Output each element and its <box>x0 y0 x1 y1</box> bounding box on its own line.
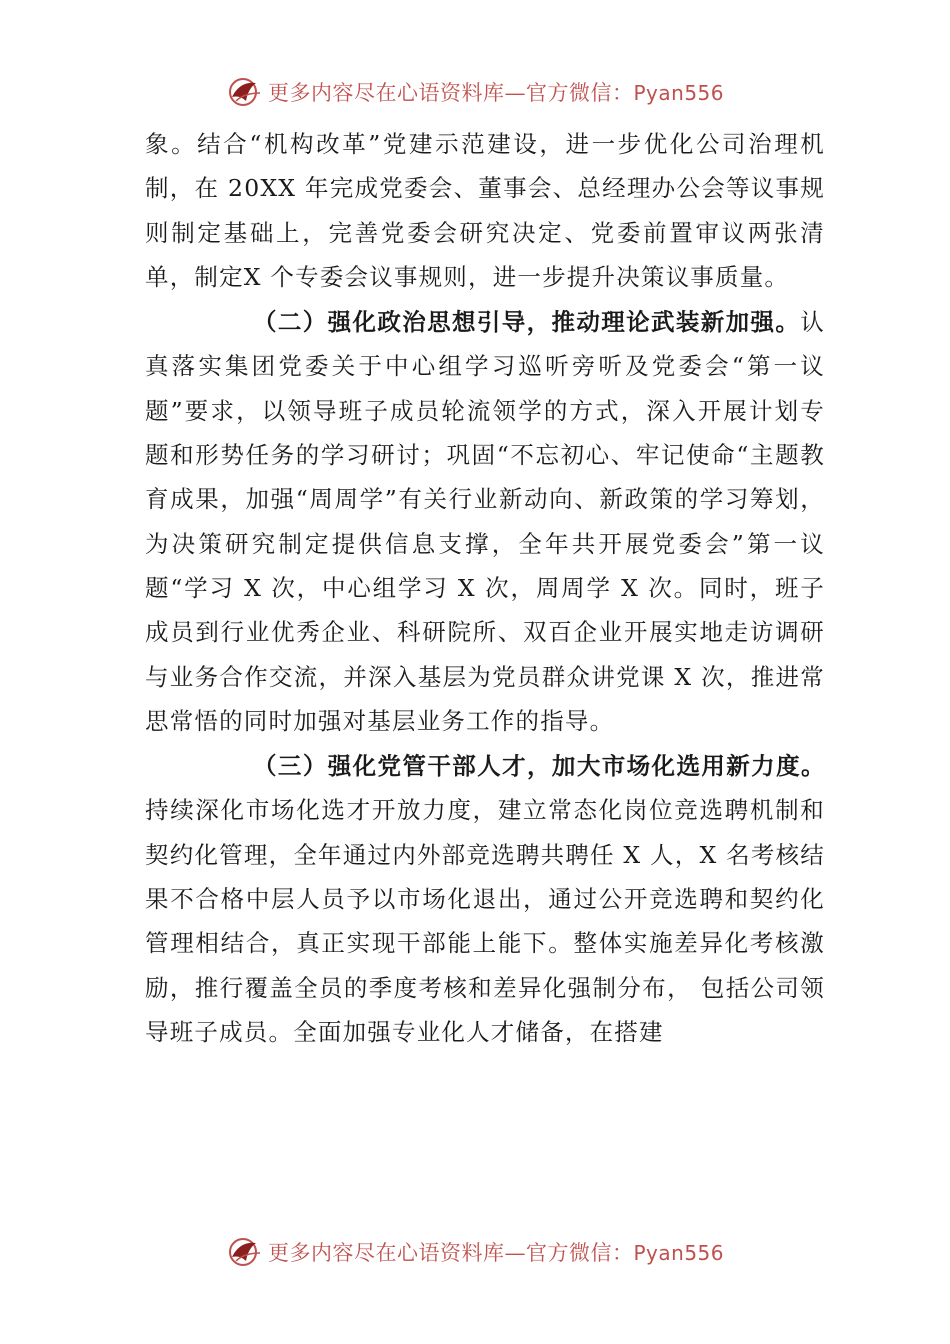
watermark-text: 更多内容尽在心语资料库—官方微信：Pyan556 <box>267 1241 724 1265</box>
section-3-heading: （三）强化党管干部人才，加大市场化选用新力度。 <box>253 752 825 781</box>
logo-icon <box>226 75 264 109</box>
header-watermark <box>0 72 950 112</box>
watermark-text: 更多内容尽在心语资料库—官方微信：Pyan556 <box>267 81 724 105</box>
section-3 <box>145 744 825 1054</box>
section-2 <box>145 300 825 743</box>
logo-icon <box>226 1235 264 1269</box>
section-2-heading: （二）强化政治思想引导，推动理论武装新加强。 <box>253 308 801 337</box>
footer-watermark <box>0 1232 950 1272</box>
section-3-body: 持续深化市场化选才开放力度，建立常态化岗位竞选聘机制和契约化管理，全年通过内外部竞选聘共聘任 X 人，X 名考核结果不合格中层人员予以市场化退出，通过公开竞选聘和契约化管理相结合，真正实现干部能上能下。整体实施差异化考核激励，推行覆盖全员的季度考核和差异化强制分布， 包括公司领导班子成员。全面加强专业化人才储备，在搭建 <box>145 796 825 1046</box>
document-body <box>145 122 825 1054</box>
paragraph-1: 象。结合“机构改革”党建示范建设，进一步优化公司治理机制，在 20XX 年完成党委会、董事会、总经理办公会等议事规则制定基础上，完善党委会研究决定、党委前置审议两张清单，制定X 个专委会议事规则，进一步提升决策议事质量。 <box>145 130 825 291</box>
section-2-body: 认真落实集团党委关于中心组学习巡听旁听及党委会“第一议题”要求，以领导班子成员轮流领学的方式，深入开展计划专题和形势任务的学习研讨；巩固“不忘初心、牢记使命“主题教育成果，加强“周周学”有关行业新动向、新政策的学习筹划，为决策研究制定提供信息支撑，全年共开展党委会”第一议题“学习 X 次，中心组学习 X 次，周周学 X 次。同时，班子成员到行业优秀企业、科研院所、双百企业开展实地走访调研与业务合作交流，并深入基层为党员群众讲党课 X 次，推进常思常悟的同时加强对基层业务工作的指导。 <box>145 308 825 735</box>
